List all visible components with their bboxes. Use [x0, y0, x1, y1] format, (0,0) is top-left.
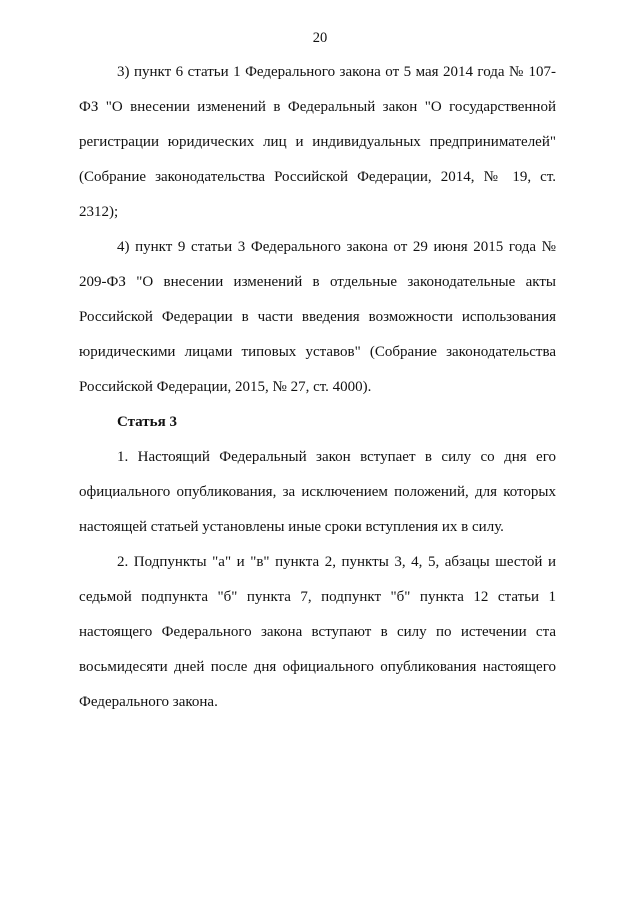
list-item-3: 3) пункт 6 статьи 1 Федерального закона от 5 мая 2014 года № 107-ФЗ "О внесении изменений в Федеральный закон "О государственной регистрации юридических лиц и индивидуальных предпринимателей" (Собрание законодательства Российской Федерации, 2014, № 19, ст. 2312);	[79, 64, 556, 220]
document-body	[79, 55, 556, 720]
article-paragraph-2: 2. Подпункты "а" и "в" пункта 2, пункты 3, 4, 5, абзацы шестой и седьмой подпункта "б" пункта 7, подпункт "б" пункта 12 статьи 1 настоящего Федерального закона вступают в силу по истечении ста восьмидесяти дней после дня официального опубликования настоящего Федерального закона.	[79, 554, 556, 710]
page-number: 20	[312, 30, 328, 46]
list-item-4: 4) пункт 9 статьи 3 Федерального закона от 29 июня 2015 года № 209-ФЗ "О внесении изменений в отдельные законодательные акты Российской Федерации в части введения возможности использования юридическими лицами типовых уставов" (Собрание законодательства Российской Федерации, 2015, № 27, ст. 4000).	[79, 239, 556, 395]
article-heading: Статья 3	[117, 414, 177, 430]
article-paragraph-1: 1. Настоящий Федеральный закон вступает в силу со дня его официального опубликования, за исключением положений, для которых настоящей статьей установлены иные сроки вступления их в силу.	[79, 449, 556, 535]
